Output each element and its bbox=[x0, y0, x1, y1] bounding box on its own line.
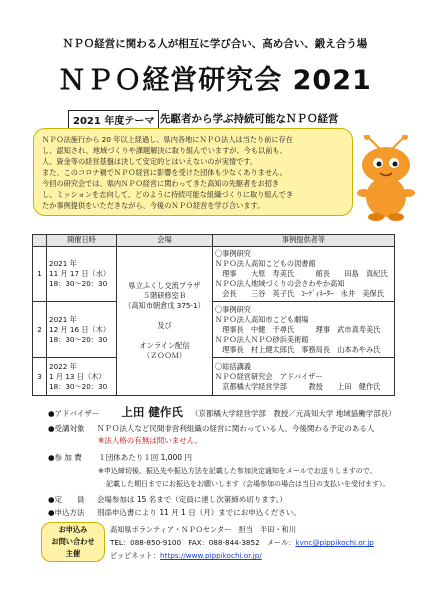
intro-box bbox=[33, 128, 353, 216]
case-line: 〇事例研究 bbox=[215, 304, 251, 314]
case-line: 会長 三谷 英子氏 ｺｰﾃﾞｨﾈｰﾀｰ 永井 美保氏 bbox=[215, 288, 384, 298]
session-date bbox=[47, 358, 117, 396]
date-line: 2022 年 bbox=[49, 361, 77, 371]
email-link[interactable]: kvnc@pippikochi.or.jp bbox=[295, 538, 374, 547]
table-row bbox=[33, 302, 395, 358]
intro-line: し、ミッションを志向して、どのように持続可能な組織づくりに取り組んでき bbox=[42, 190, 294, 199]
case-line: 〇総括講義 bbox=[215, 361, 251, 371]
case-line: 理事長 中健 千尋氏 理事 武市真寿美氏 bbox=[215, 324, 381, 334]
website-line bbox=[110, 551, 262, 561]
case-line: ＮＰＯ法人地域づくりの会さわやか高知 bbox=[215, 278, 345, 288]
venue-line: （高知市朝倉戊 375-1） bbox=[124, 300, 205, 310]
contact-box-line: 主催 bbox=[65, 549, 81, 558]
date-line: 2021 年 bbox=[49, 314, 77, 324]
apply-text: 別添申込書により 11 月 1 日（月）までにお申込ください。 bbox=[96, 508, 301, 517]
case-cell bbox=[213, 302, 395, 358]
table-header: 事例提供者等 bbox=[213, 235, 395, 247]
table-row bbox=[33, 358, 395, 396]
table-row bbox=[33, 246, 395, 302]
date-line: 11 月 17 日（水） bbox=[49, 268, 111, 278]
case-cell bbox=[213, 246, 395, 302]
apply-row bbox=[48, 507, 301, 518]
venue-cell bbox=[117, 246, 213, 395]
advisor-label: ●アドバイザー bbox=[48, 409, 100, 418]
intro-line: 人、資金等の経営基盤は決して安定的とはいえないのが実情です。 bbox=[42, 157, 258, 166]
case-line: ＮＰＯ経営研究会 アドバイザー bbox=[215, 371, 323, 381]
session-number: 2 bbox=[33, 302, 47, 358]
capacity-row bbox=[48, 494, 287, 505]
target-row bbox=[48, 423, 374, 434]
target-note: ※法人格の有無は問いません。 bbox=[98, 436, 203, 445]
fee-note-2: 記載した期日までにお振込をお願いします（会場参加の場合は当日の支払いを受付ます）。 bbox=[106, 480, 390, 488]
contact-box-line: お問い合わせ bbox=[51, 537, 95, 546]
fee-note-1: ※申込締切後、振込先や振込方法を記載した参加決定通知をメールでお送りしますので、 bbox=[98, 467, 377, 475]
case-line: ＮＰＯ法人ＮＰＯ砂浜美術館 bbox=[215, 334, 309, 344]
case-line: 〇事例研究 bbox=[215, 248, 251, 258]
mascot-icon bbox=[350, 135, 422, 223]
venue-line: オンライン配信 bbox=[139, 340, 190, 350]
session-number: 3 bbox=[33, 358, 47, 396]
case-line: ＮＰＯ法人高知市こども劇場 bbox=[215, 314, 309, 324]
venue-line: ５階研修室Ｂ bbox=[142, 290, 187, 300]
date-line: 2021 年 bbox=[49, 258, 77, 268]
case-line: 理事長 村上健太郎氏 事務局長 山本あやみ氏 bbox=[215, 344, 381, 354]
apply-label: ●申込方法 bbox=[48, 508, 85, 517]
capacity-label: ●定 員 bbox=[48, 495, 85, 504]
organizer-name: 高知県ボランティア・ＮＰＯセンター 担当 半田・和川 bbox=[110, 525, 297, 534]
session-number: 1 bbox=[33, 246, 47, 302]
capacity-text: 会場参加は 15 名まで（定員に達し次第締め切ります。） bbox=[96, 495, 287, 504]
case-line: 京都橘大学経営学部 教授 上田 健作氏 bbox=[215, 381, 381, 391]
intro-line: たか事例提供をいただきながら、今後のＮＰＯ経営を学び合います。 bbox=[42, 201, 265, 210]
fee-label: ●参 加 費 bbox=[48, 453, 82, 462]
theme-label: 2021 年度テーマ bbox=[68, 110, 159, 129]
case-cell bbox=[213, 358, 395, 396]
table-header bbox=[33, 235, 47, 247]
schedule-table bbox=[32, 234, 395, 396]
advisor-name: 上田 健作氏 bbox=[121, 405, 183, 419]
website-label: ピッピネット： bbox=[110, 551, 161, 560]
fee-text: １団体あたり１回 1,000 円 bbox=[98, 453, 192, 462]
advisor-affiliation: （京都橘大学経営学部 教授／元高知大学 地域協働学部長） bbox=[190, 409, 396, 418]
session-date bbox=[47, 302, 117, 358]
case-line: ＮＰＯ法人高知こどもの図書館 bbox=[215, 258, 316, 268]
table-header-row bbox=[33, 235, 395, 247]
page-title: ＮＰＯ経営研究会 2021 bbox=[58, 65, 372, 96]
session-date bbox=[47, 246, 117, 302]
contact-box bbox=[41, 522, 105, 562]
target-text: ＮＰＯ法人など民間非営利組織の経営に関わっている人、今後関わる予定のある人 bbox=[96, 424, 375, 433]
date-line: 18：30～20：30 bbox=[49, 381, 108, 391]
contact-box-line: お申込み bbox=[58, 525, 88, 534]
venue-line: 及び bbox=[157, 320, 172, 330]
intro-line: し、認知され、地域づくりや課題解決に取り組んでいますが、今も以前も、 bbox=[42, 146, 287, 155]
intro-line: また、このコロナ禍でＮＰＯ経営に影響を受けた団体も少なくありません。 bbox=[42, 168, 287, 177]
target-label: ●受講対象 bbox=[48, 424, 85, 433]
intro-line: 今回の研究会では、県内ＮＰＯ経営に関わってきた高知の先駆者をお招き bbox=[42, 179, 280, 188]
table-header: 開催日時 bbox=[47, 235, 117, 247]
date-line: 12 月 16 日（木） bbox=[49, 324, 111, 334]
date-line: 1 月 13 日（木） bbox=[49, 371, 106, 381]
theme-text: 先駆者から学ぶ持続可能なＮＰＯ経営 bbox=[160, 113, 339, 125]
advisor-row bbox=[48, 404, 396, 420]
contact-tel: TEL：088-850-9100 FAX：088-844-3852 メール： bbox=[110, 538, 296, 547]
venue-line: 県立ふくし交流プラザ bbox=[128, 280, 201, 290]
case-line: 理事 大原 寿美氏 館長 田島 真紀氏 bbox=[215, 268, 388, 278]
intro-line: ＮＰＯ法施行から 20 年以上経過し、県内各地にＮＰＯ法人は当たり前に存在 bbox=[42, 135, 293, 144]
table-header: 会場 bbox=[117, 235, 213, 247]
date-line: 18：30～20：30 bbox=[49, 278, 108, 288]
tagline: ＮＰＯ経営に関わる人が相互に学び合い、高め合い、鍛え合う場 bbox=[62, 38, 368, 50]
website-link[interactable]: https://www.pippikochi.or.jp/ bbox=[160, 551, 262, 560]
venue-line: （ＺＯＯＭ） bbox=[142, 350, 187, 360]
fee-row bbox=[48, 452, 192, 463]
date-line: 18：30～20：30 bbox=[49, 334, 108, 344]
contact-line bbox=[110, 538, 374, 548]
